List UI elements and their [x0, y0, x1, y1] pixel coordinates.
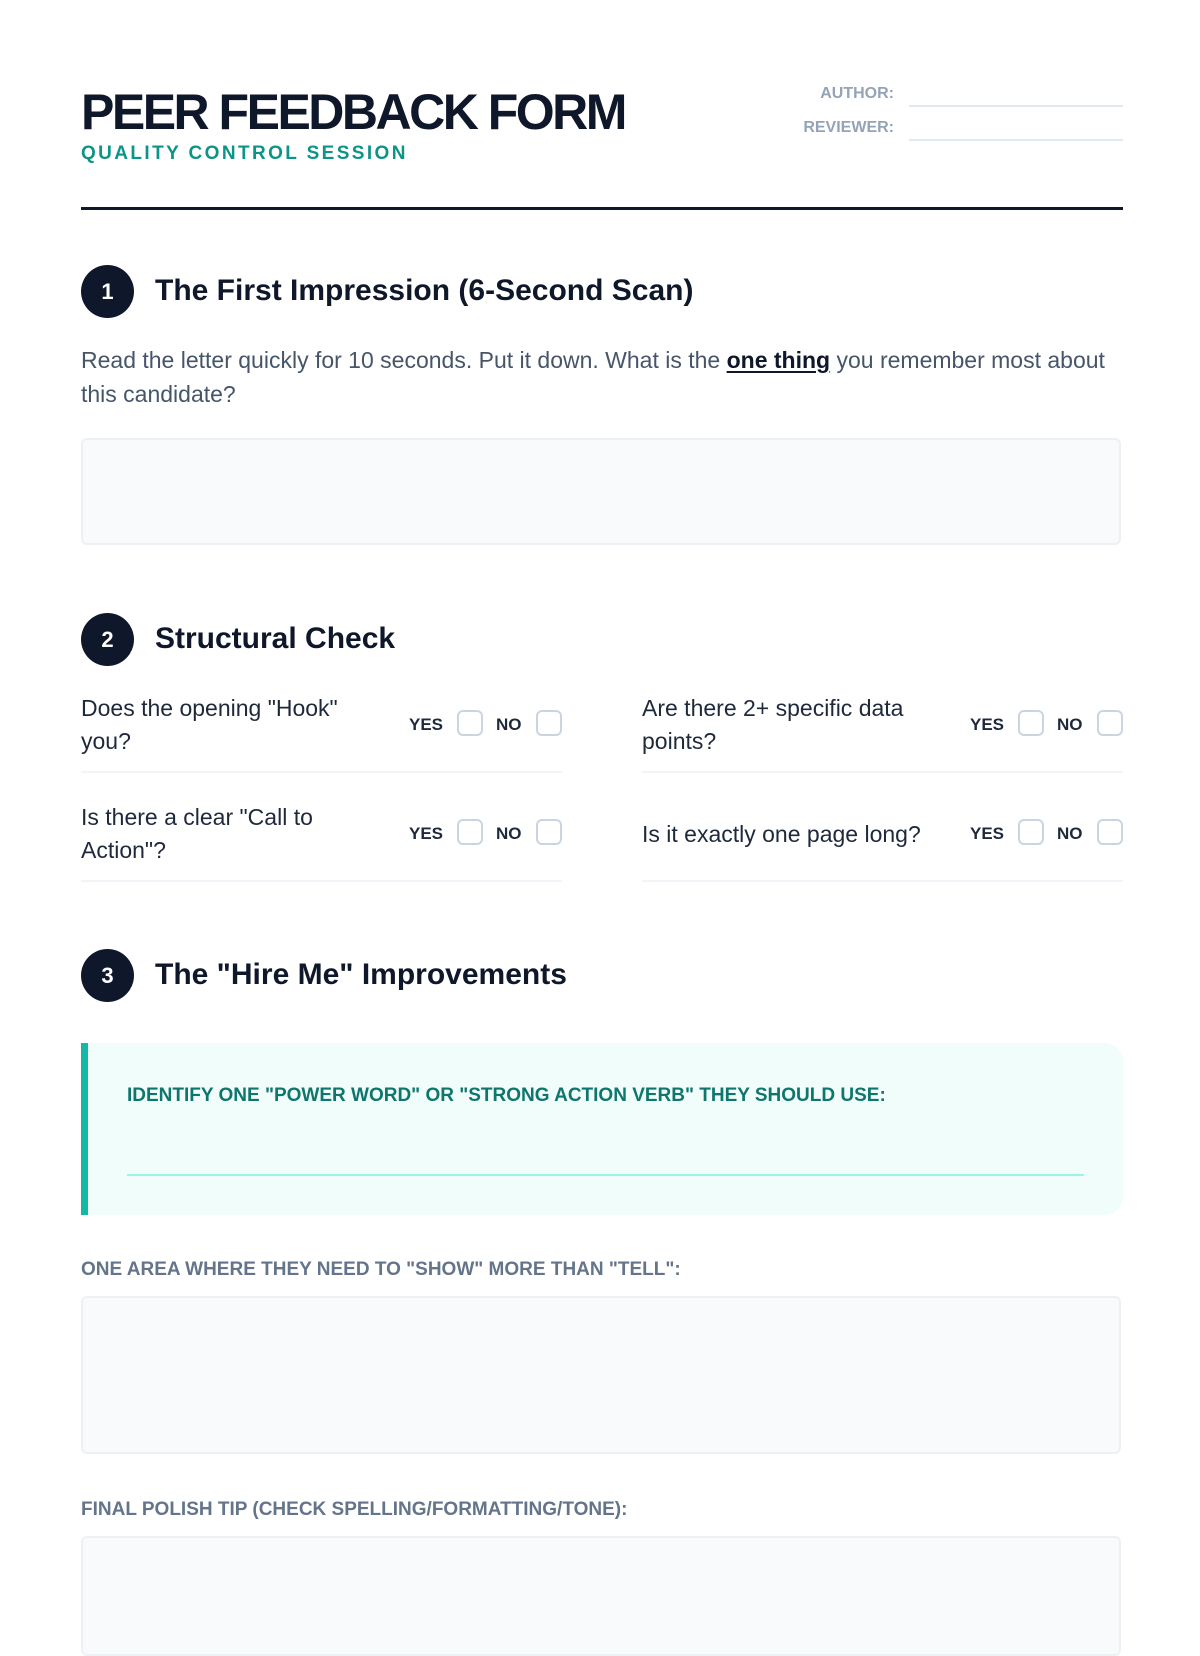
prompt-text-end: you remember most about this candidate?	[81, 347, 1105, 407]
power-word-input-line[interactable]	[127, 1174, 1084, 1176]
first-impression-answer-box[interactable]	[81, 438, 1121, 545]
check-row-hook	[81, 690, 562, 773]
page-subtitle: QUALITY CONTROL SESSION	[81, 143, 408, 164]
data-points-yes-checkbox[interactable]	[1018, 710, 1044, 736]
no-label: NO	[1057, 715, 1083, 734]
question-text: Does the opening "Hook" you?	[81, 695, 338, 754]
polish-tip-label: FINAL POLISH TIP (CHECK SPELLING/FORMATTING/TONE):	[81, 1499, 628, 1520]
no-label: NO	[1057, 824, 1083, 843]
section-3-title: The "Hire Me" Improvements	[155, 958, 567, 991]
header-divider	[81, 207, 1123, 210]
no-label: NO	[496, 715, 522, 734]
hook-no-checkbox[interactable]	[536, 710, 562, 736]
reviewer-field[interactable]	[909, 139, 1123, 141]
prompt-text-start: Read the letter quickly for 10 seconds. Put it down. What is the	[81, 347, 727, 373]
call-to-action-no-checkbox[interactable]	[536, 819, 562, 845]
yes-label: YES	[970, 715, 1005, 734]
author-field[interactable]	[909, 105, 1123, 107]
check-row-call-to-action	[81, 799, 562, 882]
section-3-number-badge: 3	[81, 949, 134, 1002]
question-text: Is there a clear "Call to Action"?	[81, 804, 313, 863]
call-to-action-yes-checkbox[interactable]	[457, 819, 483, 845]
yes-label: YES	[409, 824, 444, 843]
yes-label: YES	[409, 715, 444, 734]
check-row-data-points	[642, 690, 1123, 773]
power-word-label: IDENTIFY ONE "POWER WORD" OR "STRONG ACTION VERB" THEY SHOULD USE:	[127, 1085, 886, 1106]
author-label: AUTHOR:	[820, 85, 894, 102]
page-length-yes-checkbox[interactable]	[1018, 819, 1044, 845]
reviewer-label: REVIEWER:	[803, 119, 894, 136]
section-2-number-badge: 2	[81, 613, 134, 666]
section-1-prompt	[81, 343, 1126, 411]
no-label: NO	[496, 824, 522, 843]
power-word-callout	[81, 1043, 1123, 1215]
show-tell-label: ONE AREA WHERE THEY NEED TO "SHOW" MORE THAN "TELL":	[81, 1259, 681, 1280]
section-2-title: Structural Check	[155, 622, 396, 655]
question-text: Are there 2+ specific data points?	[642, 695, 904, 754]
hook-yes-checkbox[interactable]	[457, 710, 483, 736]
page-length-no-checkbox[interactable]	[1097, 819, 1123, 845]
section-1-title: The First Impression (6-Second Scan)	[155, 274, 694, 307]
question-text: Is it exactly one page long?	[642, 820, 921, 847]
check-row-page-length	[642, 799, 1123, 882]
polish-tip-answer-box[interactable]	[81, 1536, 1121, 1656]
page-title: PEER FEEDBACK FORM	[81, 84, 625, 140]
prompt-emphasis: one thing	[726, 347, 831, 373]
data-points-no-checkbox[interactable]	[1097, 710, 1123, 736]
show-tell-answer-box[interactable]	[81, 1296, 1121, 1454]
yes-label: YES	[970, 824, 1005, 843]
section-1-number-badge: 1	[81, 265, 134, 318]
